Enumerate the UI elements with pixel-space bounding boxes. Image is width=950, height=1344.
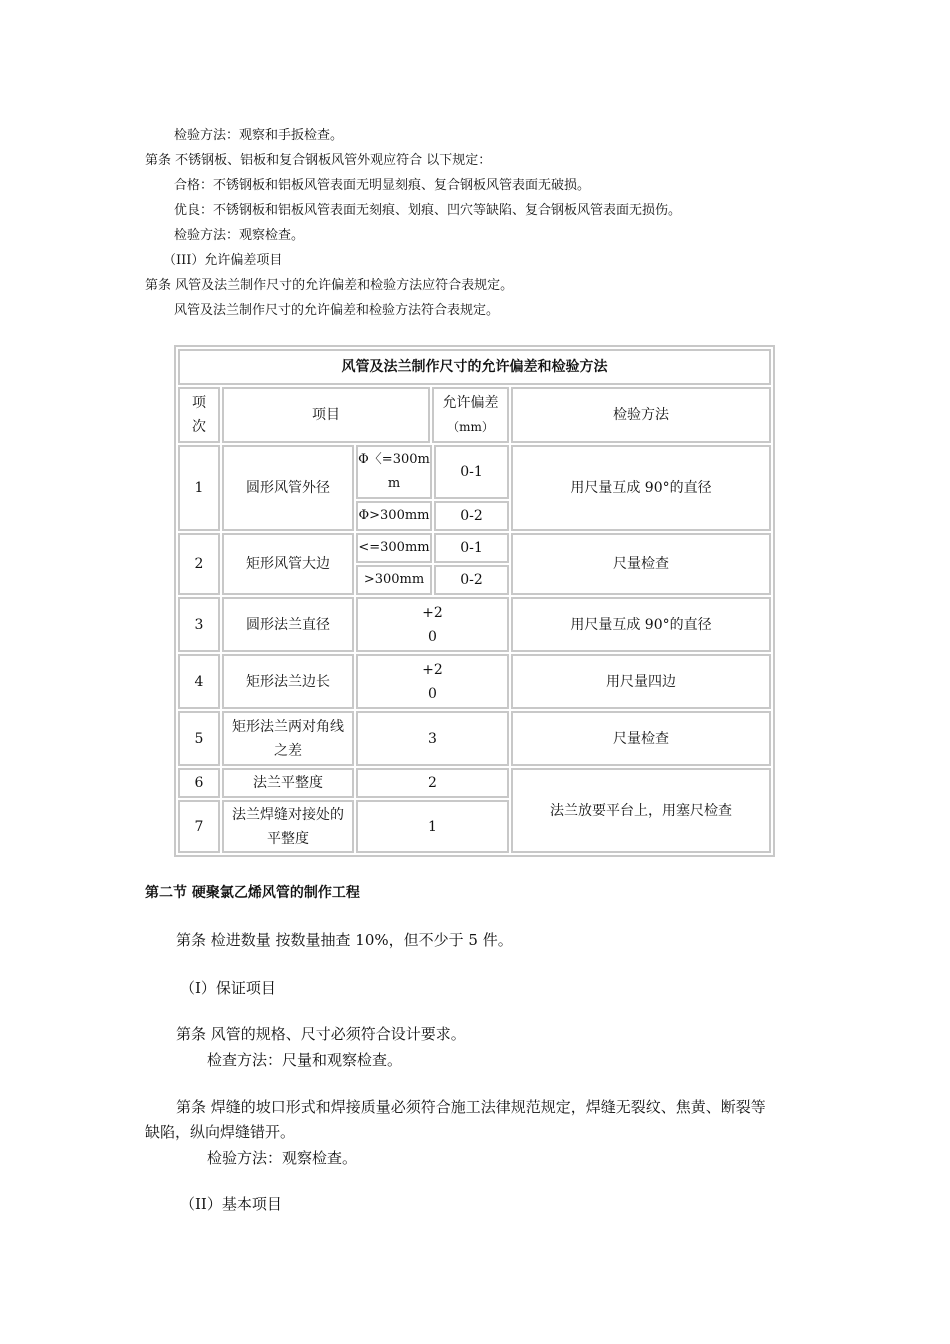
text-line: 第条 检进数量 按数量抽查 10%，但不少于 5 件。 <box>176 931 513 949</box>
row-item: 法兰焊缝对接处的 平整度 <box>222 800 354 853</box>
text-line: 检查方法：尺量和观察检查。 <box>207 1051 403 1069</box>
row-tolerance: 1 <box>356 800 509 853</box>
row-method: 用尺量四边 <box>511 654 771 709</box>
subsection-heading: （I）保证项目 <box>180 979 276 997</box>
row-item: 圆形法兰直径 <box>222 597 354 652</box>
row-tolerance: +2 0 <box>356 597 509 652</box>
row-item: 矩形法兰边长 <box>222 654 354 709</box>
text-line: 检验方法：观察检查。 <box>207 1149 358 1167</box>
row-tolerance: +2 0 <box>356 654 509 709</box>
row-no: 6 <box>178 768 220 798</box>
row-method: 用尺量互成 90°的直径 <box>511 445 771 531</box>
row-subitem: <=300mm <box>356 533 432 563</box>
row-item: 矩形法兰两对角线 之差 <box>222 711 354 766</box>
row-item: 矩形风管大边 <box>222 533 354 595</box>
subsection-heading: （II）基本项目 <box>180 1195 282 1213</box>
row-method: 法兰放要平台上，用塞尺检查 <box>511 768 771 853</box>
row-method: 用尺量互成 90°的直径 <box>511 597 771 652</box>
header-tolerance: 允许偏差 （mm） <box>432 387 509 443</box>
row-no: 4 <box>178 654 220 709</box>
table-title: 风管及法兰制作尺寸的允许偏差和检验方法 <box>178 349 771 385</box>
subsection-heading: （III）允许偏差项目 <box>163 253 283 268</box>
section-heading: 第二节 硬聚氯乙烯风管的制作工程 <box>145 885 360 901</box>
row-no: 5 <box>178 711 220 766</box>
header-item: 项目 <box>222 387 430 443</box>
header-method: 检验方法 <box>511 387 771 443</box>
row-no: 7 <box>178 800 220 853</box>
row-tolerance: 0-2 <box>434 501 509 531</box>
text-line: 第条 不锈钢板、铝板和复合钢板风管外观应符合 以下规定： <box>145 153 492 168</box>
text-line: 风管及法兰制作尺寸的允许偏差和检验方法符合表规定。 <box>174 303 500 318</box>
row-tolerance: 0-2 <box>434 565 509 595</box>
row-item: 法兰平整度 <box>222 768 354 798</box>
row-subitem: Φ>300mm <box>356 501 432 531</box>
text-line: 优良：不锈钢板和铝板风管表面无刻痕、划痕、凹穴等缺陷、复合钢板风管表面无损伤。 <box>174 203 682 218</box>
text-line: 缺陷，纵向焊缝错开。 <box>145 1123 296 1141</box>
text-line: 第条 风管的规格、尺寸必须符合设计要求。 <box>176 1025 466 1043</box>
text-line: 第条 风管及法兰制作尺寸的允许偏差和检验方法应符合表规定。 <box>145 278 514 293</box>
row-tolerance: 2 <box>356 768 509 798</box>
row-no: 1 <box>178 445 220 531</box>
text-line: 检验方法：观察和手扳检查。 <box>174 128 344 143</box>
row-tolerance: 0-1 <box>434 533 509 563</box>
row-no: 3 <box>178 597 220 652</box>
row-method: 尺量检查 <box>511 533 771 595</box>
text-line: 检验方法：观察检查。 <box>174 228 305 243</box>
row-method: 尺量检查 <box>511 711 771 766</box>
row-tolerance: 0-1 <box>434 445 509 499</box>
header-no: 项 次 <box>178 387 220 443</box>
row-no: 2 <box>178 533 220 595</box>
text-line: 合格：不锈钢板和铝板风管表面无明显刻痕、复合钢板风管表面无破损。 <box>174 178 591 193</box>
row-item: 圆形风管外径 <box>222 445 354 531</box>
text-line: 第条 焊缝的坡口形式和焊接质量必须符合施工法律规范规定，焊缝无裂纹、焦黄、断裂等 <box>176 1098 766 1116</box>
row-subitem: Φ〈=300m m <box>356 445 432 499</box>
row-tolerance: 3 <box>356 711 509 766</box>
row-subitem: >300mm <box>356 565 432 595</box>
tolerance-table <box>174 345 775 857</box>
